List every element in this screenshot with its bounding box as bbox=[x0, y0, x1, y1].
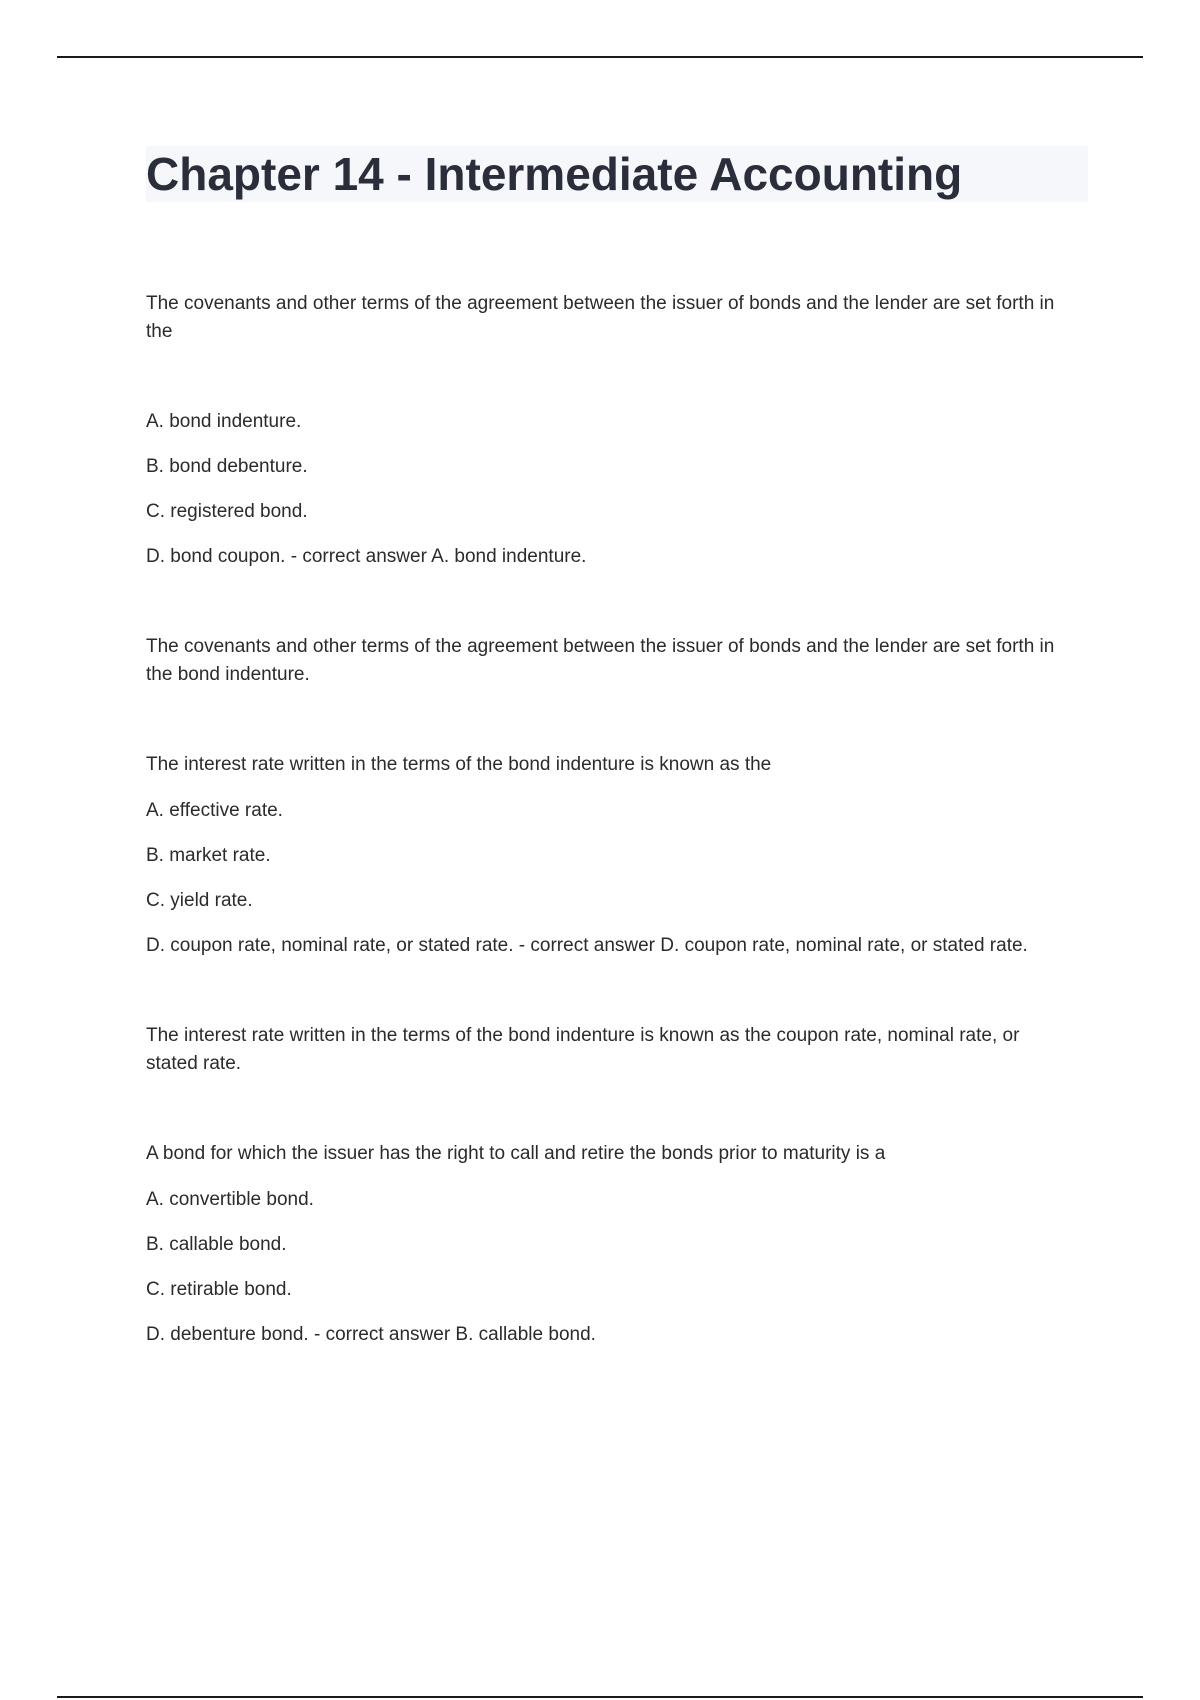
option-item-answer: D. coupon rate, nominal rate, or stated rate. - correct answer D. coupon rate, nominal rate, or stated rate. bbox=[146, 935, 1028, 956]
option-item-answer: D. bond coupon. - correct answer A. bond indenture. bbox=[146, 546, 587, 567]
option-item: B. callable bond. bbox=[146, 1234, 287, 1255]
option-list bbox=[146, 1186, 1076, 1349]
option-item: A. effective rate. bbox=[146, 800, 283, 821]
option-list bbox=[146, 797, 1076, 960]
question-stem: A bond for which the issuer has the right to call and retire the bonds prior to maturity is a bbox=[146, 1143, 886, 1164]
question-block bbox=[146, 1140, 1076, 1349]
option-item-answer: D. debenture bond. - correct answer B. callable bond. bbox=[146, 1324, 596, 1345]
question-block bbox=[146, 290, 1076, 689]
option-item: C. registered bond. bbox=[146, 501, 308, 522]
document-body bbox=[146, 290, 1076, 1349]
page-title: Chapter 14 - Intermediate Accounting bbox=[146, 148, 963, 200]
option-item: B. bond debenture. bbox=[146, 456, 308, 477]
question-stem: The interest rate written in the terms of the bond indenture is known as the bbox=[146, 754, 772, 775]
option-list bbox=[146, 408, 1076, 571]
question-block bbox=[146, 751, 1076, 1078]
answer-explanation: The interest rate written in the terms of the bond indenture is known as the coupon rate, nominal rate, or stated rate. bbox=[146, 1025, 1020, 1074]
question-stem: The covenants and other terms of the agreement between the issuer of bonds and the lender are set forth in the bbox=[146, 293, 1055, 342]
footer-rule bbox=[57, 1696, 1143, 1698]
option-item: A. bond indenture. bbox=[146, 411, 302, 432]
header-rule bbox=[57, 56, 1143, 58]
option-item: A. convertible bond. bbox=[146, 1189, 314, 1210]
option-item: B. market rate. bbox=[146, 845, 271, 866]
answer-explanation: The covenants and other terms of the agreement between the issuer of bonds and the lender are set forth in the bond indenture. bbox=[146, 636, 1055, 685]
option-item: C. yield rate. bbox=[146, 890, 253, 911]
option-item: C. retirable bond. bbox=[146, 1279, 292, 1300]
